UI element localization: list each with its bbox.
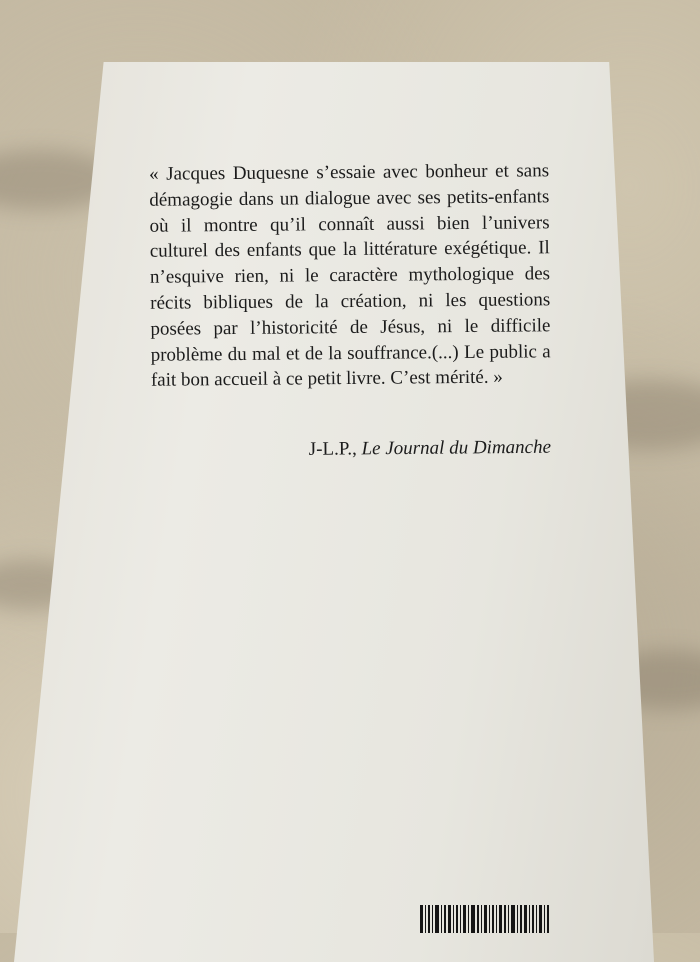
review-quote [149,158,551,394]
review-quote-text: « Jacques Duquesne s’essaie avec bonheur et sans démagogie dans un dialogue avec ses petits-enfants où il montre qu’il connaît aussi bien l’univers culturel des enfants que la littérature exégétique. Il n’esquive rien, ni le caractère mythologique des récits bibliques de la création, ni les questions posées par l’historicité de Jésus, ni le difficile problème du mal et de la souffrance.(...) Le public a fait bon accueil à ce petit livre. C’est mérité. » [149,160,551,392]
quote-attribution [255,437,551,462]
attribution-publication: Le Journal du Dimanche [361,436,552,460]
attribution-author: J-L.P., [308,438,362,460]
barcode [420,905,570,933]
